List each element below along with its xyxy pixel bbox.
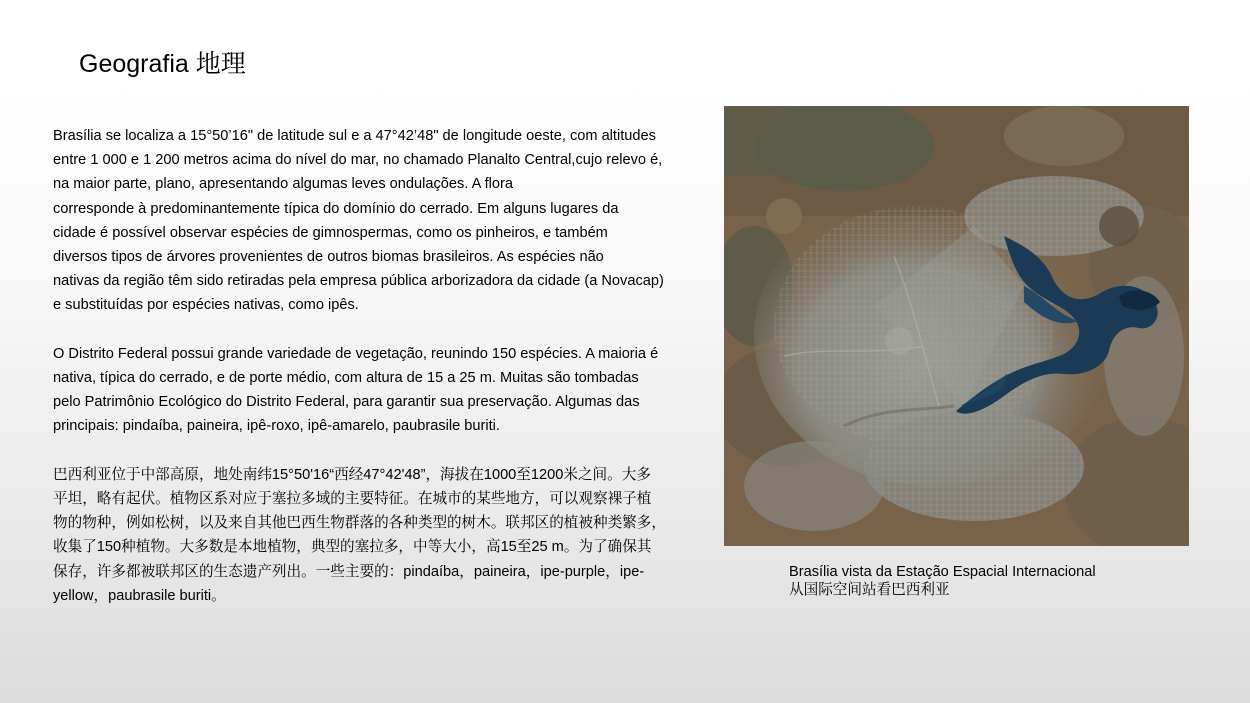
text-line: 平坦，略有起伏。植物区系对应于塞拉多域的主要特征。在城市的某些地方，可以观察裸子植 — [53, 491, 652, 508]
text-line: pelo Patrimônio Ecológico do Distrito Federal, para garantir sua preservação. Algumas das — [53, 394, 640, 411]
text-line: na maior parte, plano, apresentando algumas leves ondulações. A flora — [53, 176, 514, 193]
text-line: corresponde à predominantemente típica do domínio do cerrado. Em alguns lugares da — [53, 200, 619, 217]
photo-caption — [789, 563, 1096, 599]
text-line: diversos tipos de árvores provenientes de outros biomas brasileiros. As espécies não — [53, 249, 604, 266]
text-line: 收集了150种植物。大多数是本地植物，典型的塞拉多，中等大小，高15至25 m。为了确保其 — [53, 539, 652, 556]
satellite-photo — [724, 106, 1189, 546]
text-line: yellow，paubrasile buriti。 — [53, 587, 226, 604]
text-line: 保存，许多都被联邦区的生态遗产列出。一些主要的：pindaíba，paineira，ipe-purple，ipe- — [53, 563, 645, 580]
text-line: O Distrito Federal possui grande variedade de vegetação, reunindo 150 espécies. A maioria é — [53, 345, 659, 362]
body-text — [53, 124, 713, 608]
slide-title: Geografia 地理 — [79, 50, 246, 78]
text-line: nativa, típica do cerrado, e de porte médio, com altura de 15 a 25 m. Muitas são tombadas — [53, 370, 639, 387]
paragraph-portuguese-geography — [53, 124, 713, 318]
text-line: Brasília se localiza a 15°50’16" de latitude sul e a 47°42’48" de longitude oeste, com altitudes — [53, 128, 656, 144]
text-line: cidade é possível observar espécies de gimnospermas, como os pinheiros, e também — [53, 224, 608, 241]
paragraph-chinese — [53, 463, 713, 608]
caption-chinese: 从国际空间站看巴西利亚 — [789, 582, 950, 598]
text-line: 巴西利亚位于中部高原，地处南纬15°50'16“西经47°42'48”，海拔在1000至1200米之间。大多 — [53, 466, 651, 483]
text-line: entre 1 000 e 1 200 metros acima do nível do mar, no chamado Planalto Central,cujo relevo é, — [53, 152, 663, 169]
satellite-image — [724, 106, 1189, 546]
text-line: principais: pindaíba, paineira, ipê-roxo, ipê-amarelo, paubrasile buriti. — [53, 418, 500, 435]
paragraph-portuguese-vegetation — [53, 342, 713, 439]
text-line: 物的物种，例如松树，以及来自其他巴西生物群落的各种类型的树木。联邦区的植被种类繁多， — [53, 515, 666, 532]
text-line: nativas da região têm sido retiradas pela empresa pública arborizadora da cidade (a Novacap) — [53, 273, 664, 290]
text-line: e substituídas por espécies nativas, como ipês. — [53, 297, 359, 314]
caption-portuguese: Brasília vista da Estação Espacial Internacional — [789, 564, 1096, 580]
